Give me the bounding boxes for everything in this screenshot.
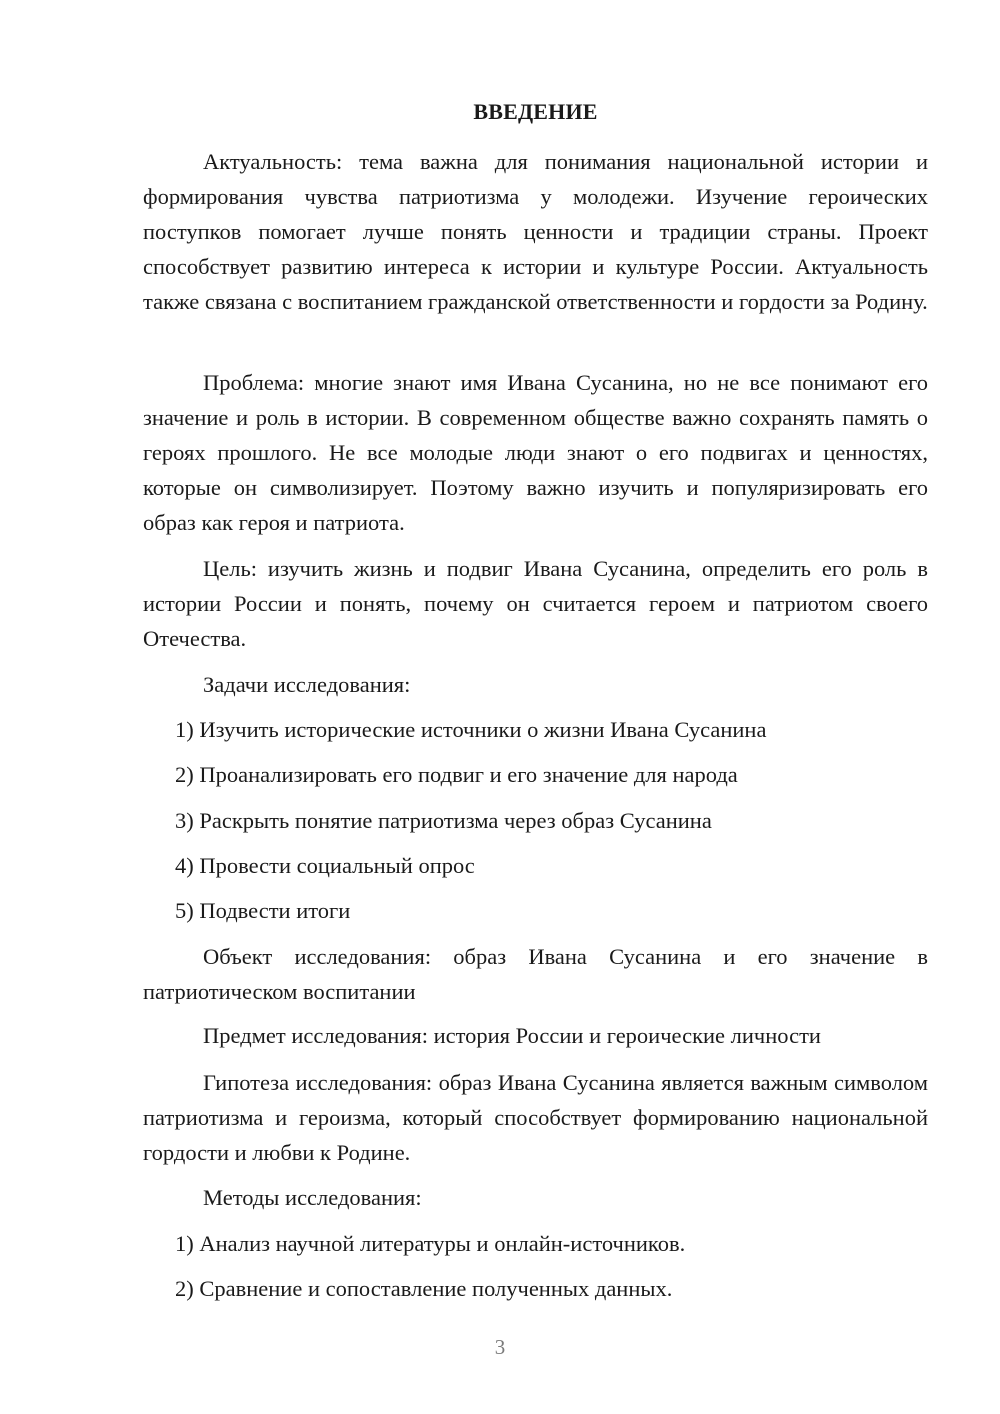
relevance-paragraph: Актуальность: тема важна для понимания национальной истории и формирования чувства патриотизма у молодежи. Изучение героических поступков помогает лучше понять ценности и традиции страны. Проект способствует развитию интереса к истории и культуре России. Актуальность также связана с воспитанием гражданской ответственности и гордости за Родину. [143,149,928,314]
method-item-2: 2) Сравнение и сопоставление полученных данных. [175,1276,673,1301]
task-item-1: 1) Изучить исторические источники о жизни Ивана Сусанина [175,717,767,742]
goal-paragraph: Цель: изучить жизнь и подвиг Ивана Сусанина, определить его роль в истории России и понять, почему он считается героем и патриотом своего Отечества. [143,556,928,651]
problem-paragraph: Проблема: многие знают имя Ивана Сусанина, но не все понимают его значение и роль в истории. В современном обществе важно сохранять память о героях прошлого. Не все молодые люди знают о его подвигах и ценностях, которые он символизирует. Поэтому важно изучить и популяризировать его образ как героя и патриота. [143,370,928,535]
task-item-5: 5) Подвести итоги [175,898,351,923]
tasks-heading: Задачи исследования: [203,672,411,697]
subject-paragraph: Предмет исследования: история России и героические личности [203,1023,821,1048]
object-paragraph: Объект исследования: образ Ивана Сусанина и его значение в патриотическом воспитании [143,944,928,1004]
hypothesis-paragraph: Гипотеза исследования: образ Ивана Сусанина является важным символом патриотизма и героизма, который способствует формированию национальной гордости и любви к Родине. [143,1070,928,1165]
page-number: 3 [494,1335,506,1359]
task-item-4: 4) Провести социальный опрос [175,853,475,878]
task-item-3: 3) Раскрыть понятие патриотизма через образ Сусанина [175,808,712,833]
method-item-1: 1) Анализ научной литературы и онлайн-источников. [175,1231,686,1256]
page-title: ВВЕДЕНИЕ [473,99,598,124]
task-item-2: 2) Проанализировать его подвиг и его значение для народа [175,762,738,787]
methods-heading: Методы исследования: [203,1185,422,1210]
